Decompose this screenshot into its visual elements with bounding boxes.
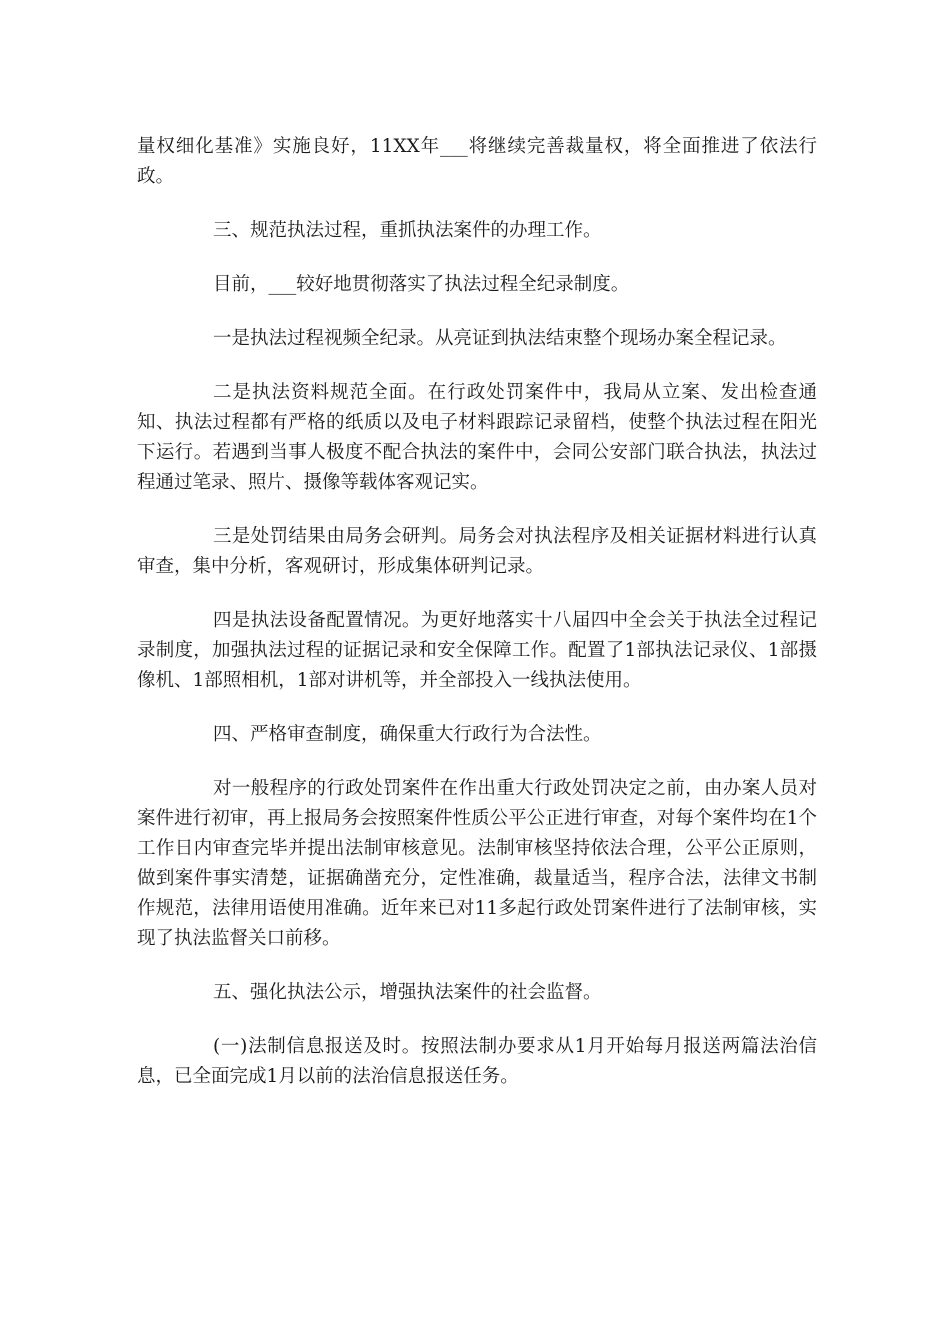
paragraph: 对一般程序的行政处罚案件在作出重大行政处罚决定之前，由办案人员对案件进行初审，再上报局务会按照案件性质公平公正进行审查，对每个案件均在1个工作日内审查完毕并提出法制审核意见。法制审核坚持依法合理，公平公正原则，做到案件事实清楚，证据确凿充分，定性准确，裁量适当，程序合法，法律文书制作规范，法律用语使用准确。近年来已对11多起行政处罚案件进行了法制审核，实现了执法监督关口前移。 bbox=[137, 778, 817, 949]
document-body bbox=[137, 132, 817, 1116]
section-heading-4: 四、严格审查制度，确保重大行政行为合法性。 bbox=[213, 724, 602, 745]
paragraph: 四是执法设备配置情况。为更好地落实十八届四中全会关于执法全过程记录制度，加强执法过程的证据记录和安全保障工作。配置了1部执法记录仪、1部摄像机、1部照相机，1部对讲机等，并全部投入一线执法使用。 bbox=[137, 610, 817, 691]
section-heading-5: 五、强化执法公示，增强执法案件的社会监督。 bbox=[213, 982, 602, 1003]
paragraph: 三是处罚结果由局务会研判。局务会对执法程序及相关证据材料进行认真审查，集中分析，客观研讨，形成集体研判记录。 bbox=[137, 526, 817, 577]
paragraph: 目前，___较好地贯彻落实了执法过程全纪录制度。 bbox=[213, 274, 630, 295]
paragraph: 一是执法过程视频全纪录。从亮证到执法结束整个现场办案全程记录。 bbox=[213, 328, 787, 349]
paragraph: (一)法制信息报送及时。按照法制办要求从1月开始每月报送两篇法治信息，已全面完成1月以前的法治信息报送任务。 bbox=[137, 1036, 817, 1087]
paragraph-continuation: 量权细化基准》实施良好，11XX年___将继续完善裁量权，将全面推进了依法行政。 bbox=[137, 136, 817, 187]
paragraph: 二是执法资料规范全面。在行政处罚案件中，我局从立案、发出检查通知、执法过程都有严格的纸质以及电子材料跟踪记录留档，使整个执法过程在阳光下运行。若遇到当事人极度不配合执法的案件中，会同公安部门联合执法，执法过程通过笔录、照片、摄像等载体客观记实。 bbox=[137, 382, 817, 493]
section-heading-3: 三、规范执法过程，重抓执法案件的办理工作。 bbox=[213, 220, 602, 241]
